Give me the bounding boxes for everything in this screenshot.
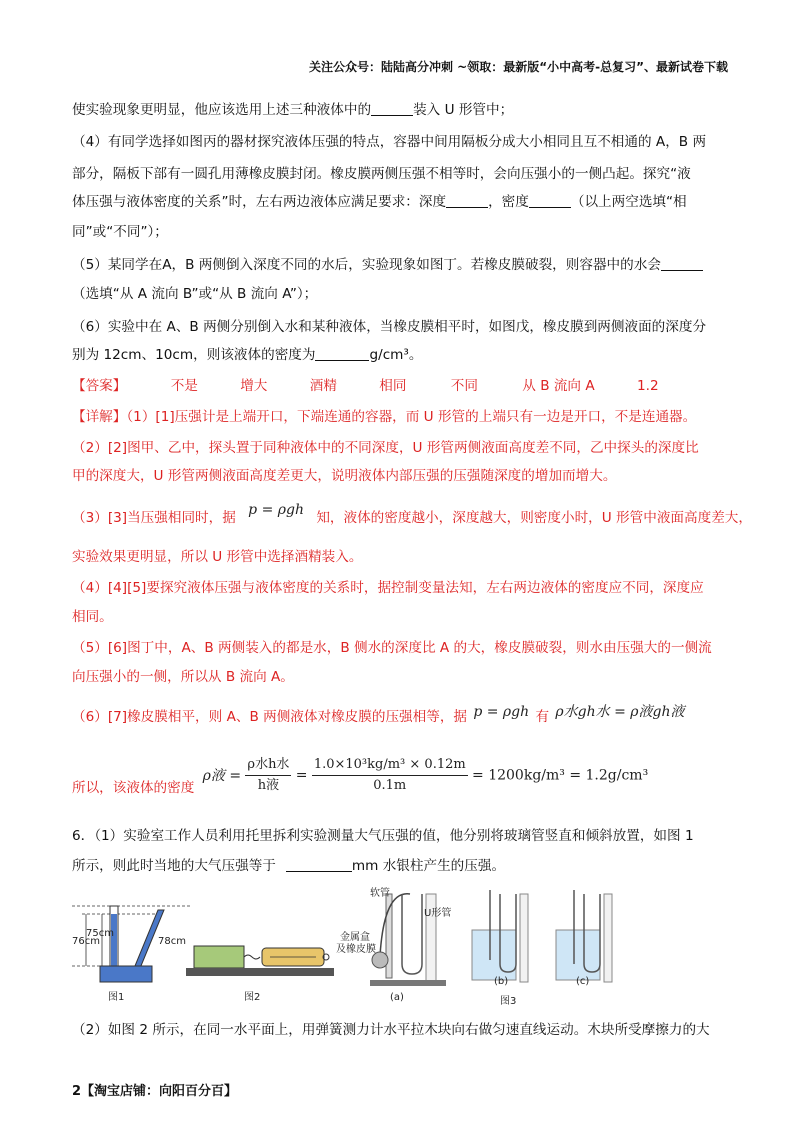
q-text: 所示，则此时当地的大气压强等于 [72,858,276,874]
label-75cm: 75cm [86,928,114,939]
label-metal-box: 金属盒 [340,932,370,943]
q6-line-1: 6．（1）实验室工作人员利用托里拆利实验测量大气压强的值，他分别将玻璃管竖直和倾斜放置，如图 1 [72,828,694,844]
figure-1 [72,884,192,1004]
q-text: 使实验现象更明显，他应该选用上述三种液体中的 [72,102,372,118]
fraction-denominator: h液 [257,778,280,793]
answer-item: 相同 [379,378,407,394]
answer-item: 不同 [450,378,478,394]
fig1-caption: 图1 [108,992,125,1003]
q-line-2: （4）有同学选择如图丙的器材探究液体压强的特点，容器中间用隔板分成大小相同且互不相通的 A，B 两 [72,134,707,150]
q-line-7: （选填“从 A 流向 B”或“从 B 流向 A”）； [72,286,318,302]
detail-line-7: 相同。 [72,609,113,625]
q-text: g/cm³。 [369,347,423,363]
detail-line-2: （2）[2]图甲、乙中，探头置于同种液体中的不同深度，U 形管两侧液面高度差不同，乙中探头的深度比 [72,440,699,456]
fig3-caption: 图3 [500,996,517,1007]
label-b: (b) [494,976,509,987]
detail-line-9: 向压强小的一侧，所以从 B 流向 A。 [72,669,294,685]
detail-text: （3）[3]当压强相同时，据 [72,510,236,526]
answer-item: 酒精 [309,378,337,394]
fig2-caption: 图2 [244,992,261,1003]
detail-line-6: （4）[4][5]要探究液体压强与液体密度的关系时，据控制变量法知，左右两边液体的密度应不同，深度应 [72,580,704,596]
q-text: 体压强与液体密度的关系”时，左右两边液体应满足要求：深度 [72,194,447,210]
label-76cm: 76cm [72,936,100,947]
detail-text: 所以，该液体的密度 [72,779,195,796]
detail-text: 有 [535,709,550,725]
page-header: 关注公众号：陆陆高分冲刺 ~领取：最新版“小中高考-总复习”、最新试卷下载 [309,60,728,74]
q6-line-3: （2）如图 2 所示，在同一水平面上，用弹簧测力计水平拉木块向右做匀速直线运动。木块所受摩擦力的大 [72,1022,710,1038]
label-78cm: 78cm [158,936,186,947]
label-a: (a) [390,992,404,1003]
formula-equal-pressure: ρ水gh水 = ρ液gh液 [555,704,685,720]
detail-line-11 [72,755,648,796]
label-soft-tube: 软管 [370,888,390,899]
detail-line-5: 实验效果更明显，所以 U 形管中选择酒精装入。 [72,549,363,565]
fraction-numerator: ρ水h水 [245,755,291,776]
answer-blank [315,346,369,361]
answer-item: 不是 [170,378,198,394]
page-footer: 2【淘宝店铺：向阳百分百】 [72,1084,238,1099]
detail-text: （1）[1]压强计是上端开口，下端连通的容器，而 U 形管的上端只有一边是开口，不是连通器。 [126,409,697,425]
q-line-9 [72,345,422,365]
fraction-density [245,755,291,796]
answer-blank [371,101,413,116]
detail-line-8: （5）[6]图丁中，A、B 两侧装入的都是水，B 侧水的深度比 A 的大，橡皮膜破裂，则水由压强大的一侧流 [72,640,712,656]
answer-blank [286,857,352,872]
detail-line-1 [72,407,696,427]
answer-item: 增大 [240,378,268,394]
q-line-6 [72,255,703,275]
q-text: 装入 U 形管中； [413,102,514,118]
spring-scale-diagram [186,936,336,986]
q-line-5: 同”或“不同”）； [72,224,168,240]
q-line-1 [72,100,513,120]
label-c: (c) [576,976,590,987]
q-text: （5）某同学在A，B 两侧倒入深度不同的水后，实验现象如图丁。若橡皮膜破裂，则容器中的水会 [72,257,661,273]
figure-2 [186,936,336,1006]
label-rubber-film: 及橡皮膜 [336,944,376,955]
q6-line-2 [72,856,505,876]
q-line-4 [72,192,687,212]
formula-equals: = [295,767,308,784]
detail-line-3: 甲的深度大，U 形管两侧液面高度差更大，说明液体内部压强的压强随深度的增加而增大。 [72,468,617,484]
answer-blank [529,193,571,208]
detail-line-4 [72,502,752,528]
q-line-8: （6）实验中在 A、B 两侧分别倒入水和某种液体，当橡皮膜相平时，如图戊，橡皮膜到两侧液面的深度分 [72,319,707,335]
detail-text: （6）[7]橡皮膜相平，则 A、B 两侧液体对橡皮膜的压强相等，据 [72,709,468,725]
q-text: mm 水银柱产生的压强。 [351,858,506,874]
fraction-calc [312,755,468,796]
fraction-denominator: 0.1m [373,778,407,793]
fraction-numerator: 1.0×10³kg/m³ × 0.12m [312,755,468,776]
detail-label: 【详解】 [72,409,127,425]
formula-pressure: p = ρgh [248,502,304,518]
answer-line [72,376,659,396]
figure-3 [336,880,620,1007]
formula-result: = 1200kg/m³ = 1.2g/cm³ [472,767,649,784]
formula-density-lhs: ρ液 = [202,767,242,784]
label-u-tube: U形管 [424,908,452,919]
answer-label: 【答案】 [72,378,127,394]
detail-line-10 [72,704,685,727]
formula-pressure: p = ρgh [473,704,530,720]
answer-item: 1.2 [636,378,659,394]
answer-blank [661,256,703,271]
answer-blank [446,193,488,208]
q-text: ，密度 [488,194,529,210]
answer-item: 从 B 流向 A [522,378,595,394]
q-text: （以上两空选填“相 [570,194,687,210]
q-text: 别为 12cm、10cm，则该液体的密度为 [72,347,316,363]
q-line-3: 部分，隔板下部有一圆孔用薄橡皮膜封闭。橡皮膜两侧压强不相等时，会向压强小的一侧凸起。探究“液 [72,166,691,182]
detail-text: 知，液体的密度越小，深度越大，则密度小时，U 形管中液面高度差大， [316,510,752,526]
